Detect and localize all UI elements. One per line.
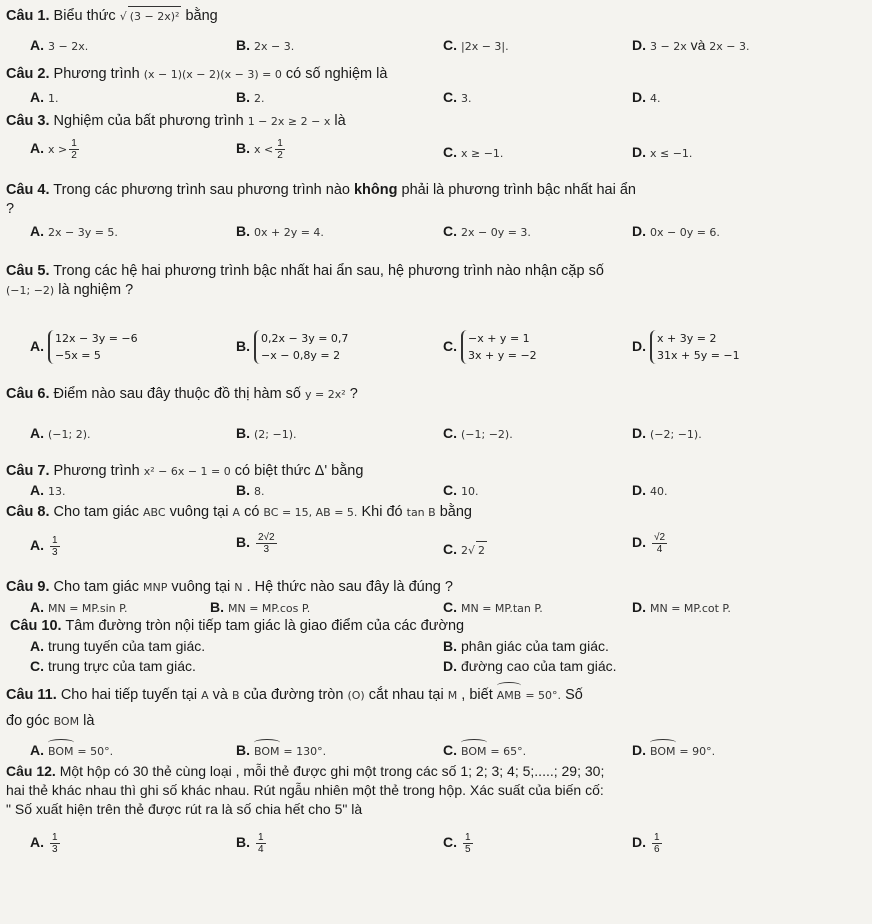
option-d[interactable]: [632, 330, 740, 364]
text-q5-b2: −x − 0,8y = 2: [261, 349, 341, 362]
text-q12-d_num: 1: [654, 832, 660, 843]
text-q8-cond: BC = 15, AB = 5.: [263, 506, 358, 519]
text-q3-b_num: 1: [277, 138, 283, 149]
text-letters-c: C.: [443, 541, 457, 557]
text-q10-c: trung trực của tam giác.: [48, 658, 196, 674]
fraction: [463, 832, 473, 855]
text-q7-c: 10.: [461, 485, 479, 498]
question-11-line2: [6, 712, 94, 731]
option-c[interactable]: [443, 540, 487, 560]
text-q3-a_pre: x >: [48, 143, 68, 157]
text-q7-tail1: có biệt thức: [234, 463, 311, 479]
text-q5-d2: 31x + 5y = −1: [657, 349, 740, 362]
option-c[interactable]: [443, 222, 531, 242]
question-12-line2: [6, 781, 604, 800]
text-q1-c: |2x − 3|.: [461, 40, 509, 53]
option-d[interactable]: [632, 481, 668, 501]
option-d[interactable]: [632, 222, 720, 242]
text-q6-text: Điểm nào sau đây thuộc đồ thị hàm số: [53, 386, 301, 402]
text-q11-o: (O): [347, 689, 365, 702]
fraction: [275, 138, 285, 161]
option-c[interactable]: [443, 88, 472, 108]
text-q12-c_num: 1: [465, 832, 471, 843]
text-q3-label: Câu 3.: [6, 113, 50, 129]
option-a[interactable]: [30, 481, 66, 501]
option-b[interactable]: [236, 88, 265, 108]
text-q1-b: 2x − 3.: [254, 40, 295, 53]
option-a[interactable]: [30, 598, 128, 618]
text-letters-b: B.: [443, 638, 457, 654]
text-letters-c: C.: [443, 89, 457, 105]
option-a[interactable]: [30, 330, 138, 364]
text-q11-line2a: đo góc: [6, 713, 50, 729]
option-c[interactable]: [443, 741, 526, 761]
option-b[interactable]: [236, 532, 279, 555]
text-q3-b_den: 2: [277, 150, 283, 161]
text-q11-a: = 50°.: [77, 745, 114, 758]
text-letters-b: B.: [236, 834, 250, 851]
text-letters-b: B.: [236, 223, 250, 239]
option-c[interactable]: [30, 657, 196, 675]
text-q2-expr: (x − 1)(x − 2)(x − 3) = 0: [143, 68, 282, 81]
text-q5-c1: −x + y = 1: [468, 332, 530, 345]
text-q11-text3: của đường tròn: [243, 687, 344, 703]
text-q11-b: = 130°.: [283, 745, 327, 758]
text-q12-a_num: 1: [52, 832, 58, 843]
question-12-line3: [6, 800, 362, 819]
text-q12-c_den: 5: [465, 844, 471, 855]
question-7: [6, 462, 363, 481]
text-q6-a: (−1; 2).: [48, 428, 91, 441]
text-letters-d: D.: [632, 337, 646, 354]
text-letters-a: A.: [30, 482, 44, 498]
text-letters-a: A.: [30, 742, 44, 758]
question-6: [6, 385, 358, 404]
text-q8-c_pre: 2: [461, 544, 468, 557]
option-c[interactable]: [443, 481, 479, 501]
text-q2-c: 3.: [461, 92, 472, 105]
text-q6-b: (2; −1).: [254, 428, 297, 441]
text-q1-d2: và: [690, 37, 706, 53]
question-12: [6, 762, 604, 781]
text-q2-label: Câu 2.: [6, 66, 50, 82]
text-q3-expr: 1 − 2x ≥ 2 − x: [247, 115, 331, 128]
text-q12-d_den: 6: [654, 844, 660, 855]
text-q2-d: 4.: [650, 92, 661, 105]
option-b[interactable]: [443, 637, 609, 655]
text-q7-tail2: bằng: [331, 463, 364, 479]
text-q9-text2: vuông tại: [171, 579, 231, 595]
option-a[interactable]: [30, 36, 88, 56]
text-q10-b: phân giác của tam giác.: [461, 638, 609, 654]
fraction: [652, 532, 667, 555]
question-text: Biểu thức: [53, 8, 116, 24]
text-q1-d1: 3 − 2x: [650, 40, 687, 53]
text-q8-d_num: √2: [654, 532, 666, 543]
text-q9-c: MN = MP.tan P.: [461, 602, 543, 615]
text-q3-text: Nghiệm của bất phương trình: [53, 113, 244, 129]
text-q11-m: M: [447, 689, 458, 702]
question-9: [6, 578, 453, 597]
text-q4-c: 2x − 0y = 3.: [461, 226, 531, 239]
option-b[interactable]: [236, 741, 326, 761]
text-q11-d: = 90°.: [679, 745, 716, 758]
text-q4-text1: Trong các phương trình sau phương trình nào: [53, 182, 350, 198]
equation-system: [461, 330, 537, 364]
text-q3-b_pre: x <: [254, 143, 274, 157]
text-q10-a: trung tuyến của tam giác.: [48, 638, 206, 654]
text-q5-text: Trong các hệ hai phương trình bậc nhất hai ẩn sau, hệ phương trình nào nhận cặp số: [53, 263, 604, 279]
text-q8-text4: Khi đó: [361, 504, 403, 520]
text-letters-a: A.: [30, 89, 44, 105]
text-letters-c: C.: [443, 37, 457, 53]
question-5: [6, 262, 604, 281]
text-q2-a: 1.: [48, 92, 59, 105]
text-letters-c: C.: [443, 599, 457, 615]
option-b[interactable]: [236, 36, 294, 56]
fraction: [69, 138, 79, 161]
option-c[interactable]: [443, 36, 509, 56]
text-q5-b1: 0,2x − 3y = 0,7: [261, 332, 349, 345]
text-q6-c: (−1; −2).: [461, 428, 513, 441]
text-q11-arc: BOM: [461, 743, 487, 761]
option-d[interactable]: [632, 143, 692, 163]
text-q7-label: Câu 7.: [6, 463, 50, 479]
option-b[interactable]: [210, 598, 310, 618]
text-letters-c: C.: [443, 482, 457, 498]
text-q8-text2: vuông tại: [169, 504, 229, 520]
text-letters-c: C.: [443, 223, 457, 239]
text-letters-b: B.: [236, 742, 250, 758]
text-q8-label: Câu 8.: [6, 504, 50, 520]
text-q7-expr: x² − 6x − 1 = 0: [143, 465, 231, 478]
text-letters-a: A.: [30, 223, 44, 239]
text-q11-line2b: là: [83, 713, 95, 729]
question-4: [6, 181, 636, 200]
text-q11-text5: , biết: [461, 687, 493, 703]
fraction: [256, 832, 266, 855]
text-letters-c: C.: [443, 144, 457, 160]
text-q9-text3: . Hệ thức nào sau đây là đúng ?: [246, 579, 453, 595]
text-letters-c: C.: [443, 425, 457, 441]
text-q6-tail: ?: [349, 386, 358, 402]
text-letters-b: B.: [236, 482, 250, 498]
option-b[interactable]: [236, 424, 297, 444]
text-q3-c: x ≥ −1.: [461, 147, 504, 160]
text-q8-text1: Cho tam giác: [53, 504, 139, 520]
text-q5-label: Câu 5.: [6, 263, 50, 279]
text-q8-tri: ABC: [143, 506, 166, 519]
text-q7-d: 40.: [650, 485, 668, 498]
text-q9-d: MN = MP.cot P.: [650, 602, 731, 615]
text-q4-text2: phải là phương trình bậc nhất hai ẩn: [401, 182, 636, 198]
option-c[interactable]: [443, 598, 543, 618]
text-q9-text1: Cho tam giác: [53, 579, 139, 595]
option-a[interactable]: [30, 88, 59, 108]
fraction: [256, 532, 277, 555]
question-2: [6, 65, 387, 84]
text-q3-d: x ≤ −1.: [650, 147, 693, 160]
text-q8-d_den: 4: [656, 544, 663, 555]
question-label: Câu 1.: [6, 8, 50, 24]
option-d[interactable]: [632, 532, 669, 555]
text-q7-b: 8.: [254, 485, 265, 498]
equation-system: [254, 330, 348, 364]
text-q6-d: (−2; −1).: [650, 428, 702, 441]
question-3: [6, 112, 346, 131]
option-a[interactable]: [30, 138, 81, 161]
option-d[interactable]: [632, 424, 702, 444]
text-q11-text1: Cho hai tiếp tuyến tại: [60, 687, 198, 703]
option-b[interactable]: [236, 330, 348, 364]
question-5-line2: [6, 281, 133, 300]
text-letters-a: A.: [30, 834, 44, 851]
fraction: [50, 535, 60, 558]
question-8: [6, 503, 472, 522]
text-q4-b: 0x + 2y = 4.: [254, 226, 324, 239]
radical-expression: (3 − 2x)²: [128, 6, 182, 26]
text-q5-a1: 12x − 3y = −6: [55, 332, 138, 345]
text-q9-v: N: [234, 581, 243, 594]
text-q11-arc: BOM: [254, 743, 280, 761]
text-letters-b: B.: [236, 37, 250, 53]
text-q11-arc: BOM: [48, 743, 74, 761]
text-letters-a: A.: [30, 599, 44, 615]
text-q1-d3: 2x − 3.: [709, 40, 750, 53]
fraction: [50, 832, 60, 855]
text-q1-a: 3 − 2x.: [48, 40, 89, 53]
text-q11-angle: AMB: [497, 686, 522, 705]
text-q11-label: Câu 11.: [6, 687, 57, 703]
text-q8-b_den: 3: [263, 544, 270, 555]
text-q4-a: 2x − 3y = 5.: [48, 226, 118, 239]
text-q10-d: đường cao của tam giác.: [461, 658, 617, 674]
text-letters-d: D.: [632, 89, 646, 105]
text-letters-d: D.: [632, 534, 646, 551]
text-q8-tan: tan B: [406, 506, 436, 519]
text-q6-label: Câu 6.: [6, 386, 50, 402]
text-q4-bold: không: [353, 182, 398, 198]
text-q8-b_num: 2√2: [258, 532, 275, 543]
text-q8-a_num: 1: [52, 535, 58, 546]
text-letters-d: D.: [632, 742, 646, 758]
text-letters-b: B.: [236, 425, 250, 441]
text-letters-d: D.: [632, 37, 646, 53]
option-b[interactable]: [236, 138, 287, 161]
text-letters-a: A.: [30, 638, 44, 654]
text-letters-a: A.: [30, 37, 44, 53]
text-q12-line1: Một hộp có 30 thẻ cùng loại , mỗi thẻ được ghi một trong các số 1; 2; 3; 4; 5;.....; 29; 30;: [59, 763, 605, 779]
option-d[interactable]: [632, 598, 731, 618]
text-q5-tail: là nghiệm ?: [58, 282, 134, 298]
option-a[interactable]: [30, 637, 205, 655]
option-a[interactable]: [30, 424, 91, 444]
text-q11-text6: Số: [565, 687, 583, 703]
text-letters-a: A.: [30, 537, 44, 554]
text-q11-text4: cắt nhau tại: [368, 687, 444, 703]
option-d[interactable]: [632, 741, 715, 761]
text-letters-b: B.: [236, 89, 250, 105]
text-q12-label: Câu 12.: [6, 763, 56, 779]
option-a[interactable]: [30, 535, 62, 558]
text-letters-b: B.: [236, 337, 250, 354]
option-d[interactable]: [632, 88, 661, 108]
text-q11-arc: BOM: [650, 743, 676, 761]
option-c[interactable]: [443, 832, 475, 855]
text-q8-text3: có: [244, 504, 260, 520]
text-q6-expr: y = 2x²: [305, 388, 346, 401]
option-d[interactable]: [443, 657, 617, 675]
option-d[interactable]: [632, 36, 750, 56]
option-c[interactable]: [443, 330, 537, 364]
text-letters-d: D.: [632, 144, 646, 160]
text-letters-d: D.: [632, 599, 646, 615]
text-q5-c2: 3x + y = −2: [468, 349, 537, 362]
text-q12-b_den: 4: [258, 844, 264, 855]
text-letters-b: B.: [236, 140, 250, 157]
option-b[interactable]: [236, 832, 268, 855]
text-letters-a: A.: [30, 140, 44, 157]
text-letters-b: B.: [210, 599, 224, 615]
text-q12-line3: " Số xuất hiện trên thẻ được rút ra là số chia hết cho 5" là: [6, 801, 363, 817]
text-letters-c: C.: [30, 658, 44, 674]
text-q9-b: MN = MP.cos P.: [228, 602, 311, 615]
text-letters-c: C.: [443, 337, 457, 354]
text-q2-text: Phương trình: [53, 66, 140, 82]
question-text: bằng: [185, 8, 218, 24]
text-q7-text: Phương trình: [53, 463, 140, 479]
text-q11-c: = 65°.: [490, 745, 527, 758]
text-q11-angle_val: = 50°.: [525, 689, 562, 702]
question-1: [6, 6, 218, 26]
text-letters-d: D.: [632, 834, 646, 851]
equation-system: [48, 330, 138, 364]
text-q5-d1: x + 3y = 2: [657, 332, 717, 345]
text-q12-b_num: 1: [258, 832, 264, 843]
text-q8-c_rad: 2: [476, 541, 487, 560]
text-q9-label: Câu 9.: [6, 579, 50, 595]
option-c[interactable]: [443, 424, 513, 444]
text-q3-a_num: 1: [71, 138, 77, 149]
question-4-line2: [6, 200, 14, 219]
text-q10-label: Câu 10.: [10, 618, 62, 634]
text-letters-d: D.: [632, 482, 646, 498]
fraction: [652, 832, 662, 855]
text-q12-a_den: 3: [52, 844, 58, 855]
text-letters-c: C.: [443, 834, 457, 851]
text-q7-delta: Δ': [314, 463, 328, 479]
text-q5-a2: −5x = 5: [55, 349, 101, 362]
text-q5-pair: (−1; −2): [6, 284, 55, 297]
question-11: [6, 686, 583, 705]
text-q11-bom: BOM: [53, 715, 80, 728]
text-letters-d: D.: [632, 425, 646, 441]
text-q11-text2: và: [212, 687, 228, 703]
text-letters-c: C.: [443, 742, 457, 758]
option-b[interactable]: [236, 481, 265, 501]
text-q4-label: Câu 4.: [6, 182, 50, 198]
text-letters-a: A.: [30, 337, 44, 354]
text-q2-tail: có số nghiệm là: [285, 66, 388, 82]
text-q10-text: Tâm đường tròn nội tiếp tam giác là giao điểm của các đường: [65, 618, 465, 634]
text-q8-text5: bằng: [439, 504, 472, 520]
question-10: [10, 617, 464, 636]
text-letters-b: B.: [236, 534, 250, 551]
equation-system: [650, 330, 740, 364]
text-q7-a: 13.: [48, 485, 66, 498]
text-letters-d: D.: [632, 223, 646, 239]
math-expression: √ 2: [468, 544, 487, 557]
text-q12-line2: hai thẻ khác nhau thì ghi số khác nhau. Rút ngẫu nhiên một thẻ trong hộp. Xác suất của biến cố:: [6, 782, 604, 798]
text-q9-tri: MNP: [143, 581, 168, 594]
text-q3-a_den: 2: [71, 150, 77, 161]
text-q8-v: A: [232, 506, 241, 519]
text-q4-d: 0x − 0y = 6.: [650, 226, 720, 239]
text-q4-line2: ?: [6, 201, 15, 217]
text-q3-tail: là: [334, 113, 346, 129]
option-b[interactable]: [236, 222, 324, 242]
text-q11-b: B: [232, 689, 240, 702]
option-c[interactable]: [443, 143, 503, 163]
text-letters-a: A.: [30, 425, 44, 441]
option-a[interactable]: [30, 741, 113, 761]
text-q9-a: MN = MP.sin P.: [48, 602, 128, 615]
option-d[interactable]: [632, 832, 664, 855]
option-a[interactable]: [30, 832, 62, 855]
option-a[interactable]: [30, 222, 118, 242]
text-q11-a: A: [201, 689, 209, 702]
text-q8-a_den: 3: [52, 547, 58, 558]
math-expression: √ (3 − 2x)²: [120, 10, 182, 23]
text-q2-b: 2.: [254, 92, 265, 105]
text-letters-d: D.: [443, 658, 457, 674]
